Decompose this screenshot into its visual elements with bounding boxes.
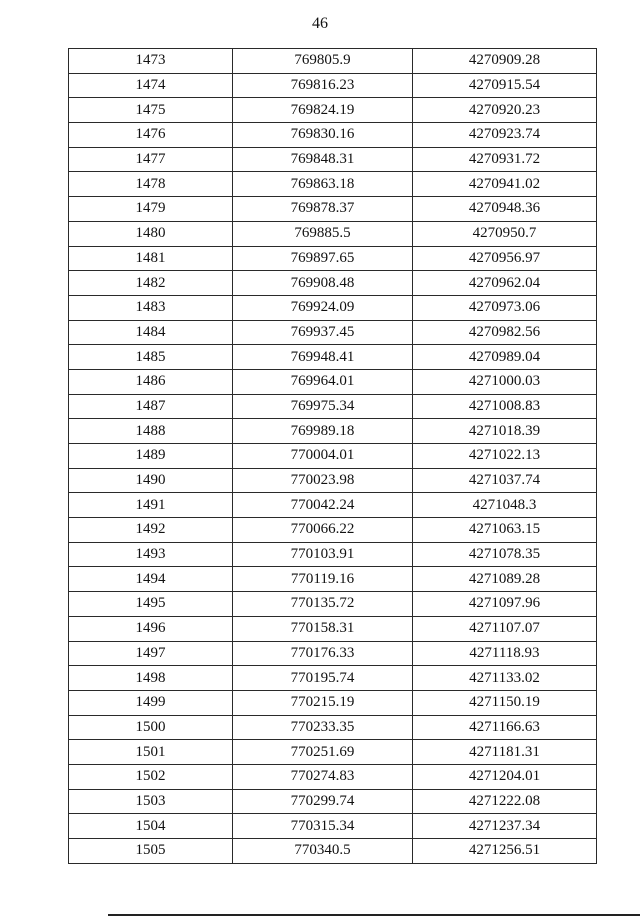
- table-row: [69, 49, 597, 74]
- point-number-cell: 1491: [69, 493, 233, 518]
- table-row: [69, 419, 597, 444]
- page-number: 46: [312, 15, 328, 32]
- y-coordinate-cell: 4271000.03: [413, 369, 597, 394]
- point-number-cell: 1499: [69, 690, 233, 715]
- table-row: [69, 740, 597, 765]
- table-row: [69, 394, 597, 419]
- y-coordinate-cell: 4271133.02: [413, 666, 597, 691]
- point-number-cell: 1489: [69, 444, 233, 469]
- point-number-cell: 1485: [69, 345, 233, 370]
- table-row: [69, 271, 597, 296]
- table-row: [69, 246, 597, 271]
- point-number-cell: 1503: [69, 789, 233, 814]
- y-coordinate-cell: 4271237.34: [413, 814, 597, 839]
- point-number-cell: 1479: [69, 197, 233, 222]
- table-row: [69, 493, 597, 518]
- x-coordinate-cell: 770215.19: [233, 690, 413, 715]
- point-number-cell: 1495: [69, 592, 233, 617]
- table-row: [69, 123, 597, 148]
- x-coordinate-cell: 770176.33: [233, 641, 413, 666]
- table-row: [69, 567, 597, 592]
- y-coordinate-cell: 4270962.04: [413, 271, 597, 296]
- table-row: [69, 690, 597, 715]
- y-coordinate-cell: 4271089.28: [413, 567, 597, 592]
- table-row: [69, 468, 597, 493]
- y-coordinate-cell: 4271150.19: [413, 690, 597, 715]
- table-row: [69, 666, 597, 691]
- x-coordinate-cell: 770274.83: [233, 764, 413, 789]
- point-number-cell: 1494: [69, 567, 233, 592]
- point-number-cell: 1473: [69, 49, 233, 74]
- table-row: [69, 789, 597, 814]
- y-coordinate-cell: 4270909.28: [413, 49, 597, 74]
- point-number-cell: 1486: [69, 369, 233, 394]
- x-coordinate-cell: 769948.41: [233, 345, 413, 370]
- x-coordinate-cell: 769924.09: [233, 295, 413, 320]
- point-number-cell: 1483: [69, 295, 233, 320]
- y-coordinate-cell: 4271008.83: [413, 394, 597, 419]
- point-number-cell: 1488: [69, 419, 233, 444]
- y-coordinate-cell: 4270956.97: [413, 246, 597, 271]
- table-row: [69, 197, 597, 222]
- point-number-cell: 1504: [69, 814, 233, 839]
- x-coordinate-cell: 770004.01: [233, 444, 413, 469]
- table-row: [69, 172, 597, 197]
- coordinates-table: [68, 48, 597, 864]
- y-coordinate-cell: 4270923.74: [413, 123, 597, 148]
- point-number-cell: 1478: [69, 172, 233, 197]
- x-coordinate-cell: 769908.48: [233, 271, 413, 296]
- y-coordinate-cell: 4270989.04: [413, 345, 597, 370]
- x-coordinate-cell: 769863.18: [233, 172, 413, 197]
- x-coordinate-cell: 770119.16: [233, 567, 413, 592]
- table-row: [69, 444, 597, 469]
- x-coordinate-cell: 769975.34: [233, 394, 413, 419]
- x-coordinate-cell: 769816.23: [233, 73, 413, 98]
- y-coordinate-cell: 4271222.08: [413, 789, 597, 814]
- point-number-cell: 1482: [69, 271, 233, 296]
- y-coordinate-cell: 4270931.72: [413, 147, 597, 172]
- table-row: [69, 764, 597, 789]
- point-number-cell: 1501: [69, 740, 233, 765]
- point-number-cell: 1481: [69, 246, 233, 271]
- x-coordinate-cell: 769878.37: [233, 197, 413, 222]
- point-number-cell: 1505: [69, 839, 233, 864]
- table-row: [69, 518, 597, 543]
- x-coordinate-cell: 770103.91: [233, 542, 413, 567]
- y-coordinate-cell: 4271256.51: [413, 839, 597, 864]
- point-number-cell: 1493: [69, 542, 233, 567]
- x-coordinate-cell: 769989.18: [233, 419, 413, 444]
- point-number-cell: 1496: [69, 616, 233, 641]
- table-row: [69, 73, 597, 98]
- y-coordinate-cell: 4271166.63: [413, 715, 597, 740]
- x-coordinate-cell: 770340.5: [233, 839, 413, 864]
- x-coordinate-cell: 770233.35: [233, 715, 413, 740]
- y-coordinate-cell: 4271063.15: [413, 518, 597, 543]
- bottom-rule: [108, 914, 640, 916]
- table-row: [69, 542, 597, 567]
- x-coordinate-cell: 769830.16: [233, 123, 413, 148]
- table-row: [69, 345, 597, 370]
- y-coordinate-cell: 4271037.74: [413, 468, 597, 493]
- table-row: [69, 641, 597, 666]
- y-coordinate-cell: 4271181.31: [413, 740, 597, 765]
- point-number-cell: 1500: [69, 715, 233, 740]
- x-coordinate-cell: 770135.72: [233, 592, 413, 617]
- x-coordinate-cell: 770299.74: [233, 789, 413, 814]
- table-row: [69, 147, 597, 172]
- y-coordinate-cell: 4270920.23: [413, 98, 597, 123]
- x-coordinate-cell: 770066.22: [233, 518, 413, 543]
- x-coordinate-cell: 769885.5: [233, 221, 413, 246]
- y-coordinate-cell: 4271078.35: [413, 542, 597, 567]
- y-coordinate-cell: 4270973.06: [413, 295, 597, 320]
- table-row: [69, 814, 597, 839]
- point-number-cell: 1480: [69, 221, 233, 246]
- table-body: [69, 49, 597, 864]
- x-coordinate-cell: 770251.69: [233, 740, 413, 765]
- point-number-cell: 1492: [69, 518, 233, 543]
- table-row: [69, 839, 597, 864]
- x-coordinate-cell: 770315.34: [233, 814, 413, 839]
- point-number-cell: 1502: [69, 764, 233, 789]
- x-coordinate-cell: 770023.98: [233, 468, 413, 493]
- table-row: [69, 98, 597, 123]
- x-coordinate-cell: 770158.31: [233, 616, 413, 641]
- point-number-cell: 1474: [69, 73, 233, 98]
- y-coordinate-cell: 4270915.54: [413, 73, 597, 98]
- x-coordinate-cell: 769964.01: [233, 369, 413, 394]
- point-number-cell: 1477: [69, 147, 233, 172]
- y-coordinate-cell: 4271107.07: [413, 616, 597, 641]
- point-number-cell: 1498: [69, 666, 233, 691]
- coordinates-table-container: [68, 48, 596, 864]
- x-coordinate-cell: 769937.45: [233, 320, 413, 345]
- x-coordinate-cell: 769848.31: [233, 147, 413, 172]
- y-coordinate-cell: 4270982.56: [413, 320, 597, 345]
- x-coordinate-cell: 769824.19: [233, 98, 413, 123]
- table-row: [69, 369, 597, 394]
- table-row: [69, 295, 597, 320]
- point-number-cell: 1497: [69, 641, 233, 666]
- point-number-cell: 1490: [69, 468, 233, 493]
- y-coordinate-cell: 4270950.7: [413, 221, 597, 246]
- y-coordinate-cell: 4271022.13: [413, 444, 597, 469]
- point-number-cell: 1484: [69, 320, 233, 345]
- y-coordinate-cell: 4271018.39: [413, 419, 597, 444]
- x-coordinate-cell: 769805.9: [233, 49, 413, 74]
- table-row: [69, 221, 597, 246]
- table-row: [69, 592, 597, 617]
- y-coordinate-cell: 4271118.93: [413, 641, 597, 666]
- table-row: [69, 616, 597, 641]
- y-coordinate-cell: 4270948.36: [413, 197, 597, 222]
- y-coordinate-cell: 4271097.96: [413, 592, 597, 617]
- y-coordinate-cell: 4270941.02: [413, 172, 597, 197]
- y-coordinate-cell: 4271048.3: [413, 493, 597, 518]
- x-coordinate-cell: 770042.24: [233, 493, 413, 518]
- x-coordinate-cell: 769897.65: [233, 246, 413, 271]
- point-number-cell: 1476: [69, 123, 233, 148]
- x-coordinate-cell: 770195.74: [233, 666, 413, 691]
- y-coordinate-cell: 4271204.01: [413, 764, 597, 789]
- point-number-cell: 1487: [69, 394, 233, 419]
- point-number-cell: 1475: [69, 98, 233, 123]
- table-row: [69, 320, 597, 345]
- table-row: [69, 715, 597, 740]
